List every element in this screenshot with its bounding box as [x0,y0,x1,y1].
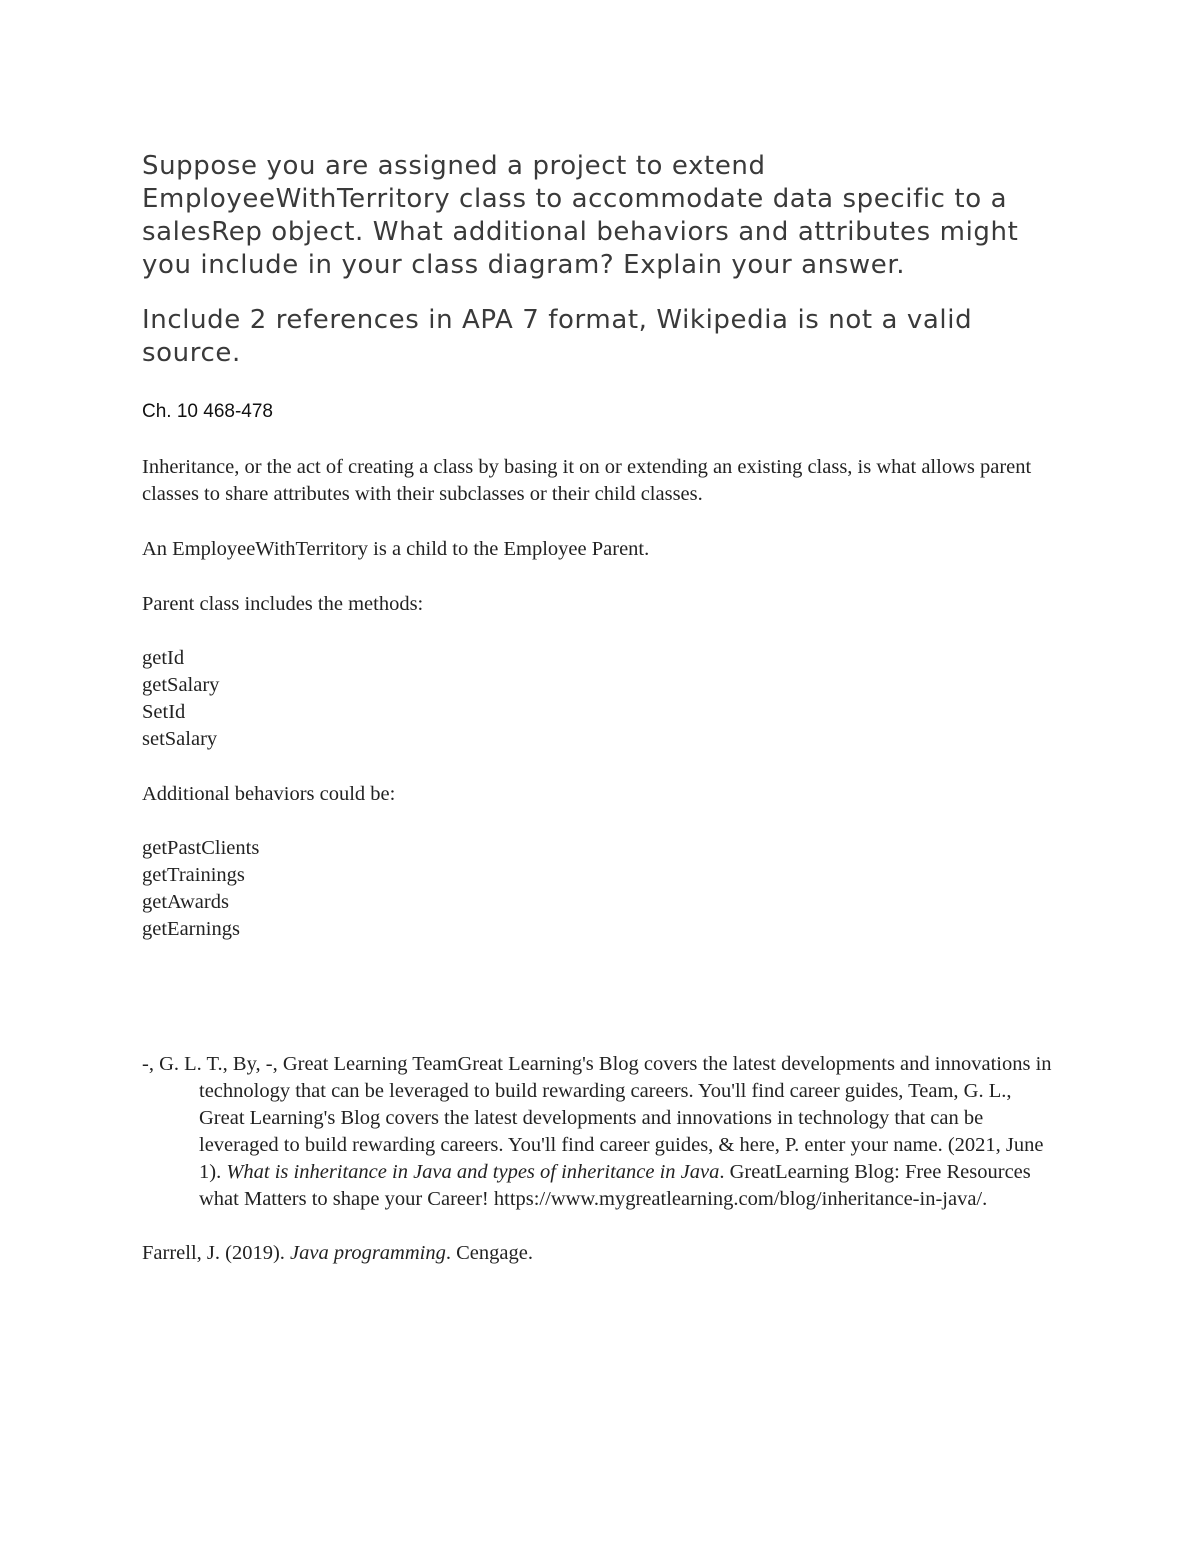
chapter-reference: Ch. 10 468-478 [142,401,273,422]
document-body [142,150,1062,1267]
list-item: setSalary [142,728,218,750]
child-class-paragraph: An EmployeeWithTerritory is a child to the Employee Parent. [142,538,650,560]
reference-2-authors: Farrell, J. (2019). [142,1242,291,1264]
parent-methods-intro: Parent class includes the methods: [142,593,424,615]
list-item: getId [142,647,185,669]
list-item: getEarnings [142,918,240,940]
list-item: getTrainings [142,864,245,886]
list-item: SetId [142,701,186,723]
reference-1-title: What is inheritance in Java and types of inheritance in Java [226,1161,720,1183]
parent-methods-list [142,645,1062,753]
reference-entry-2 [142,1240,1062,1267]
list-item: getAwards [142,891,229,913]
reference-2-title: Java programming [290,1242,446,1264]
list-item: getPastClients [142,837,260,859]
reference-1-source: . GreatLearning Blog: Free Resources what Matters to shape your Career! https://www.mygreatlearning.com/blog/inheritance-in-java/. [199,1161,1031,1210]
list-item: getSalary [142,674,220,696]
inheritance-paragraph: Inheritance, or the act of creating a class by basing it on or extending an existing class, is what allows parent classes to share attributes with their subclasses or their child classes. [142,456,1032,505]
reference-entry-1 [142,1051,1062,1213]
references-instruction: Include 2 references in APA 7 format, Wikipedia is not a valid source. [142,305,973,368]
additional-behaviors-list [142,835,1062,943]
additional-behaviors-intro: Additional behaviors could be: [142,783,396,805]
assignment-question: Suppose you are assigned a project to extend EmployeeWithTerritory class to accommodate data specific to a salesRep object. What additional behaviors and attributes might you include in your class diagram? Explain your answer. [142,151,1019,280]
reference-1-authors: -, G. L. T., By, -, Great Learning TeamGreat Learning's Blog covers the latest developments and innovations in technology that can be leveraged to build rewarding careers. You'll find career guides, Team, G. L., Great Learning's Blog covers the latest developments and innovations in technology that can be leveraged to build rewarding careers. You'll find career guides, & here, P. enter your name. (2021, June 1). [142,1053,1052,1183]
reference-2-publisher: . Cengage. [445,1242,533,1264]
